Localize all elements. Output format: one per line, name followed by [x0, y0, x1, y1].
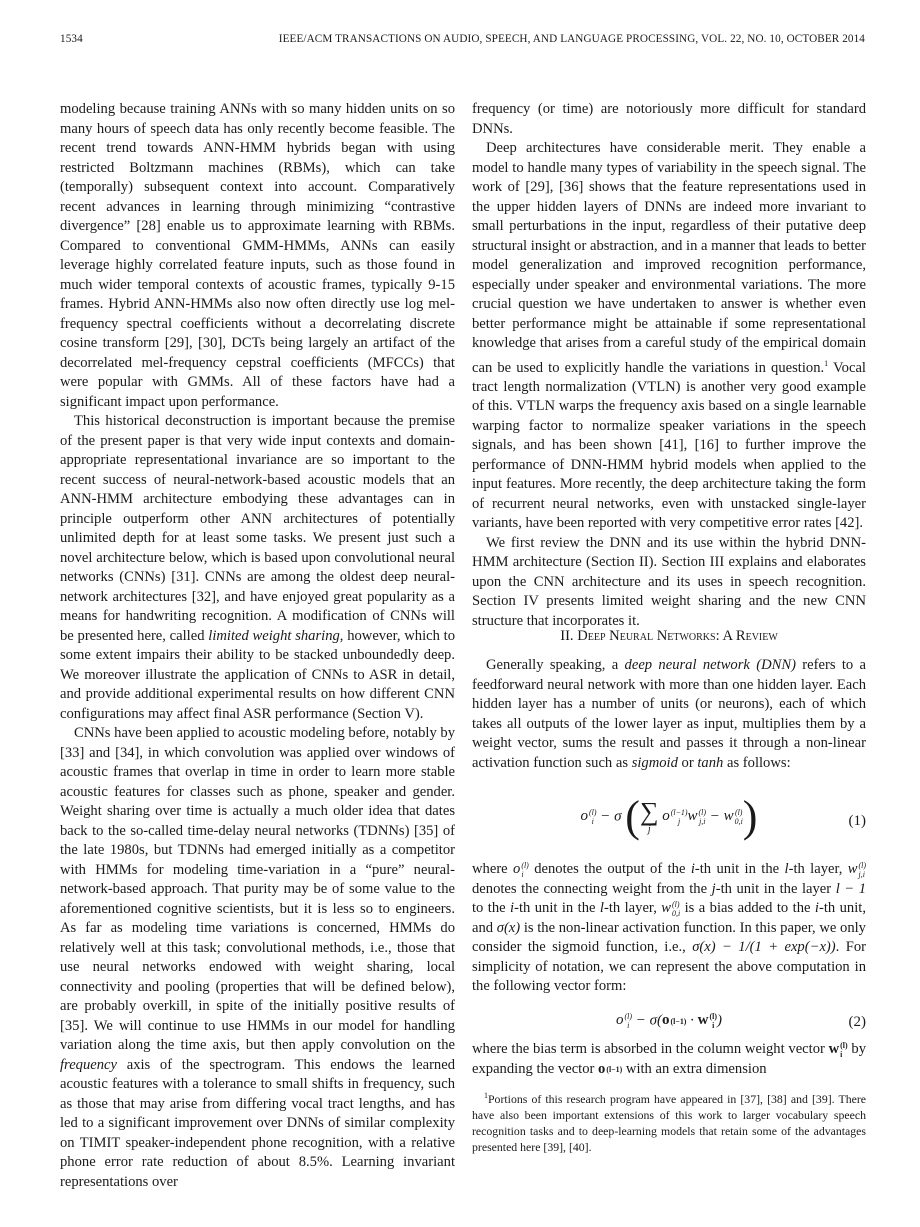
text-run: We first review the DNN and its use within the hybrid DNN-HMM architecture (Section II). Section III explains and elaborates upon the CNN architecture and its uses in speech recognition. Section IV presents limited weight sharing and the new CNN structure that incorporates it. — [472, 534, 866, 629]
text-run: by expanding the vector — [472, 1041, 866, 1077]
section-heading: II. Deep Neural Networks: A Review — [560, 628, 778, 644]
italic-text: tanh — [697, 754, 724, 771]
italic-text: σ(x) − 1/(1 + exp(−x)) — [692, 939, 836, 955]
inline-math: w (l) 0,i — [661, 899, 681, 918]
text-run: to the — [472, 900, 511, 916]
italic-text: frequency — [60, 1056, 117, 1073]
text-run: Generally speaking, a — [486, 657, 625, 673]
italic-text: l − 1 — [835, 880, 866, 897]
paragraph — [472, 100, 866, 139]
italic-text: deep neural network (DNN) — [624, 657, 796, 673]
text-run: -th unit in the layer — [715, 880, 836, 897]
paragraph — [472, 656, 866, 773]
page-number: 1534 — [60, 33, 83, 45]
text-run: Deep architectures have considerable merit. They enable a model to handle many types of variability in the speech signal. The work of [29], [36] shows that the feature representations used in the upper hidden layers of DNNs are indeed more invariant to small perturbations in the input, regardless of their putative deep structural insight or abstraction, and in a manner that leads to better model generalization and improved recognition performance, especially under speaker and environmental variations. The more crucial question we have undertaken to answer is whether even better performance might be attainable if some representational knowledge that arises from a careful study of the empirical domain can be used to explicitly handle the variations in question. — [472, 140, 866, 376]
paragraph — [60, 412, 455, 724]
italic-text: σ(x) — [496, 919, 521, 936]
right-column-intro — [472, 100, 866, 631]
equation-2: o (l) i − σ(o (l−1) · w (l) i ) (2) — [616, 1012, 866, 1030]
inline-math: w (l) i — [828, 1040, 848, 1059]
text-run: refers to a feedforward neural network with more than one hidden layer. Each hidden layer has a number of units (or neurons), each of which takes all outputs of the lower layer as input, multiplies them by a weight vector, sums the result and passes it through a non-linear activation function such as — [472, 657, 866, 771]
italic-text: sigmoid — [631, 754, 678, 771]
text-run: denotes the output of the — [528, 861, 691, 877]
text-run: -th layer, — [788, 861, 848, 877]
text-run: axis of the spectrogram. This endows the learned acoustic features with a tolerance to small shifts in frequency, such as those that may arise from differing vocal tract lengths, and has led to a significant improvement over DNNs of similar complexity on TIMIT speaker-independent phone recognition, with a relative phone error rate reduction of about 8.5%. Learning invariant representations over — [60, 1056, 455, 1190]
inline-math: o (l−1) — [598, 1060, 623, 1077]
footnote-reference: 1 — [824, 358, 829, 368]
text-run: modeling because training ANNs with so many hidden units on so many hours of speech data has only recently become feasible. The recent trend towards ANN-HMM hybrids began with using restricted Boltzmann machines (RBMs), which can take (temporally) subsequent context into account. Comparatively recent advances in learning through minimizing “contrastive divergence” [28] enable us to approximate learning with RBMs. Compared to conventional GMM-HMMs, ANNs can easily leverage highly correlated feature inputs, such as those found in much wider temporal contexts of acoustic frames, typically 9-15 frames. Hybrid ANN-HMMs also now often directly use log mel-frequency spectral coefficients without a decorrelating discrete cosine transform [29], [30], DCTs being largely an artifact of the decorrelated mel-frequency cepstral coefficients (MFCCs) that were popular with GMMs. All of these factors have had a significant impact upon performance. — [60, 101, 455, 410]
italic-text: l — [784, 861, 789, 877]
text-run: or — [677, 754, 698, 771]
text-run: This historical deconstruction is important because the premise of the present paper is that very wide input contexts and domain-appropriate representational invariance are so important to the recent success of neural-network-based acoustic models that an ANN-HMM architecture embodying these advantages can in principle outperform other ANN architectures of potentially unlimited depth for at least some tasks. We present just such a novel architecture below, which is based upon convolutional neural networks (CNNs) [31]. CNNs are among the oldest deep neural-network architectures [32], and have enjoyed great popularity as a means for handwriting recognition. A modification of CNNs will be presented here, called — [60, 413, 455, 644]
paragraph — [472, 534, 866, 632]
text-run: as follows: — [723, 754, 791, 771]
text-run: -th unit in the — [514, 900, 600, 916]
paragraph — [472, 1040, 866, 1079]
text-run: is the non-linear activation function. In this paper, we only consider the sigmoid function, i.e., — [472, 919, 866, 955]
text-run: CNNs have been applied to acoustic modeling before, notably by [33] and [34], in which convolution was applied over windows of acoustic frames that overlap in time in order to learn more stable acoustic features for classes such as phone, speaker and gender. Weight sharing over time is actually a much older idea that dates back to the so-called time-delay neural networks (TDNNs) [35] of the late 1980s, but TDNNs had emerged initially as a competitor with HMMs for modeling time-variation in a “pure” neural-network-based approach. That purity may be of some value to the aforementioned cognitive scientists, but it is less so to engineers. As far as modeling time variations is concerned, HMMs do relatively well at this task; convolutional methods, i.e., those that use neural networks endowed with weight sharing, local connectivity and pooling (properties that will be defined below), are probably overkill, in spite of the initially positive results of [35]. We will continue to use HMMs in our model for handling variation along the time axis, but then apply convolution on the — [60, 725, 455, 1053]
bias-paragraph — [472, 1040, 866, 1079]
inline-math: w (l) j,i — [847, 860, 866, 879]
text-run: . For simplicity of notation, we can represent the above computation in the following vector form: — [472, 939, 866, 994]
text-run: -th unit, and — [472, 900, 866, 936]
equation-number: (2) — [848, 1014, 866, 1030]
paragraph — [60, 100, 455, 412]
text-run: denotes the connecting weight from the — [472, 880, 712, 897]
footnote — [472, 1088, 866, 1155]
text-run: where the bias term is absorbed in the column weight vector — [472, 1041, 829, 1057]
inline-math: o (l) i — [513, 860, 529, 879]
footnote-mark: 1 — [484, 1091, 488, 1100]
text-run: , however, which to some extent impairs their ability to be stacked unboundedly deep. We moreover illustrate the application of CNNs to ASR in detail, and provide additional experimental results on how different CNN configurations may affect final ASR performance (Section V). — [60, 627, 455, 722]
italic-text: l — [599, 900, 604, 916]
text-run: is a bias added to the — [680, 900, 815, 916]
text-run: Vocal tract length normalization (VTLN) is another very good example of this. VTLN warps the frequency axis based on a single learnable warping factor to normalize speaker variations in the speech signals, and has been shown [41], [16] to further improve the performance of DNN-HMM hybrid models when applied to the input features. More recently, the deep architecture taking the form of recurrent neural networks, even with unstacked single-layer variants, have been reported with very competitive error rates [42]. — [472, 359, 866, 532]
paragraph — [472, 139, 866, 534]
left-column — [60, 100, 455, 1192]
paragraph — [60, 724, 455, 1192]
notation-paragraph — [472, 860, 866, 997]
equation-1: o (l) i − σ ( ∑ j o (l−1) j w (l) j,i − w (l) 0,i ) (1) — [580, 792, 866, 841]
italic-text: i — [690, 861, 695, 877]
text-run: frequency (or time) are notoriously more difficult for standard DNNs. — [472, 101, 866, 137]
running-head: IEEE/ACM TRANSACTIONS ON AUDIO, SPEECH, AND LANGUAGE PROCESSING, VOL. 22, NO. 10, OCTOBER 2014 — [278, 33, 865, 45]
text-run: -th unit in the — [694, 861, 785, 877]
text-run: -th layer, — [603, 900, 662, 916]
dnn-paragraph — [472, 656, 866, 773]
italic-text: limited weight sharing — [208, 627, 340, 644]
italic-text: j — [711, 880, 716, 897]
italic-text: i — [814, 900, 819, 916]
text-run: with an extra dimension — [622, 1060, 767, 1077]
footnote-text: Portions of this research program have appeared in [37], [38] and [39]. There have also been important extensions of this work to larger vocabulary speech recognition tasks and to deep-learning models that retain some of the advantages presented here [39], [40]. — [472, 1091, 866, 1154]
italic-text: i — [510, 900, 515, 916]
equation-number: (1) — [848, 813, 866, 829]
paragraph — [472, 860, 866, 997]
text-run: where — [472, 861, 514, 877]
